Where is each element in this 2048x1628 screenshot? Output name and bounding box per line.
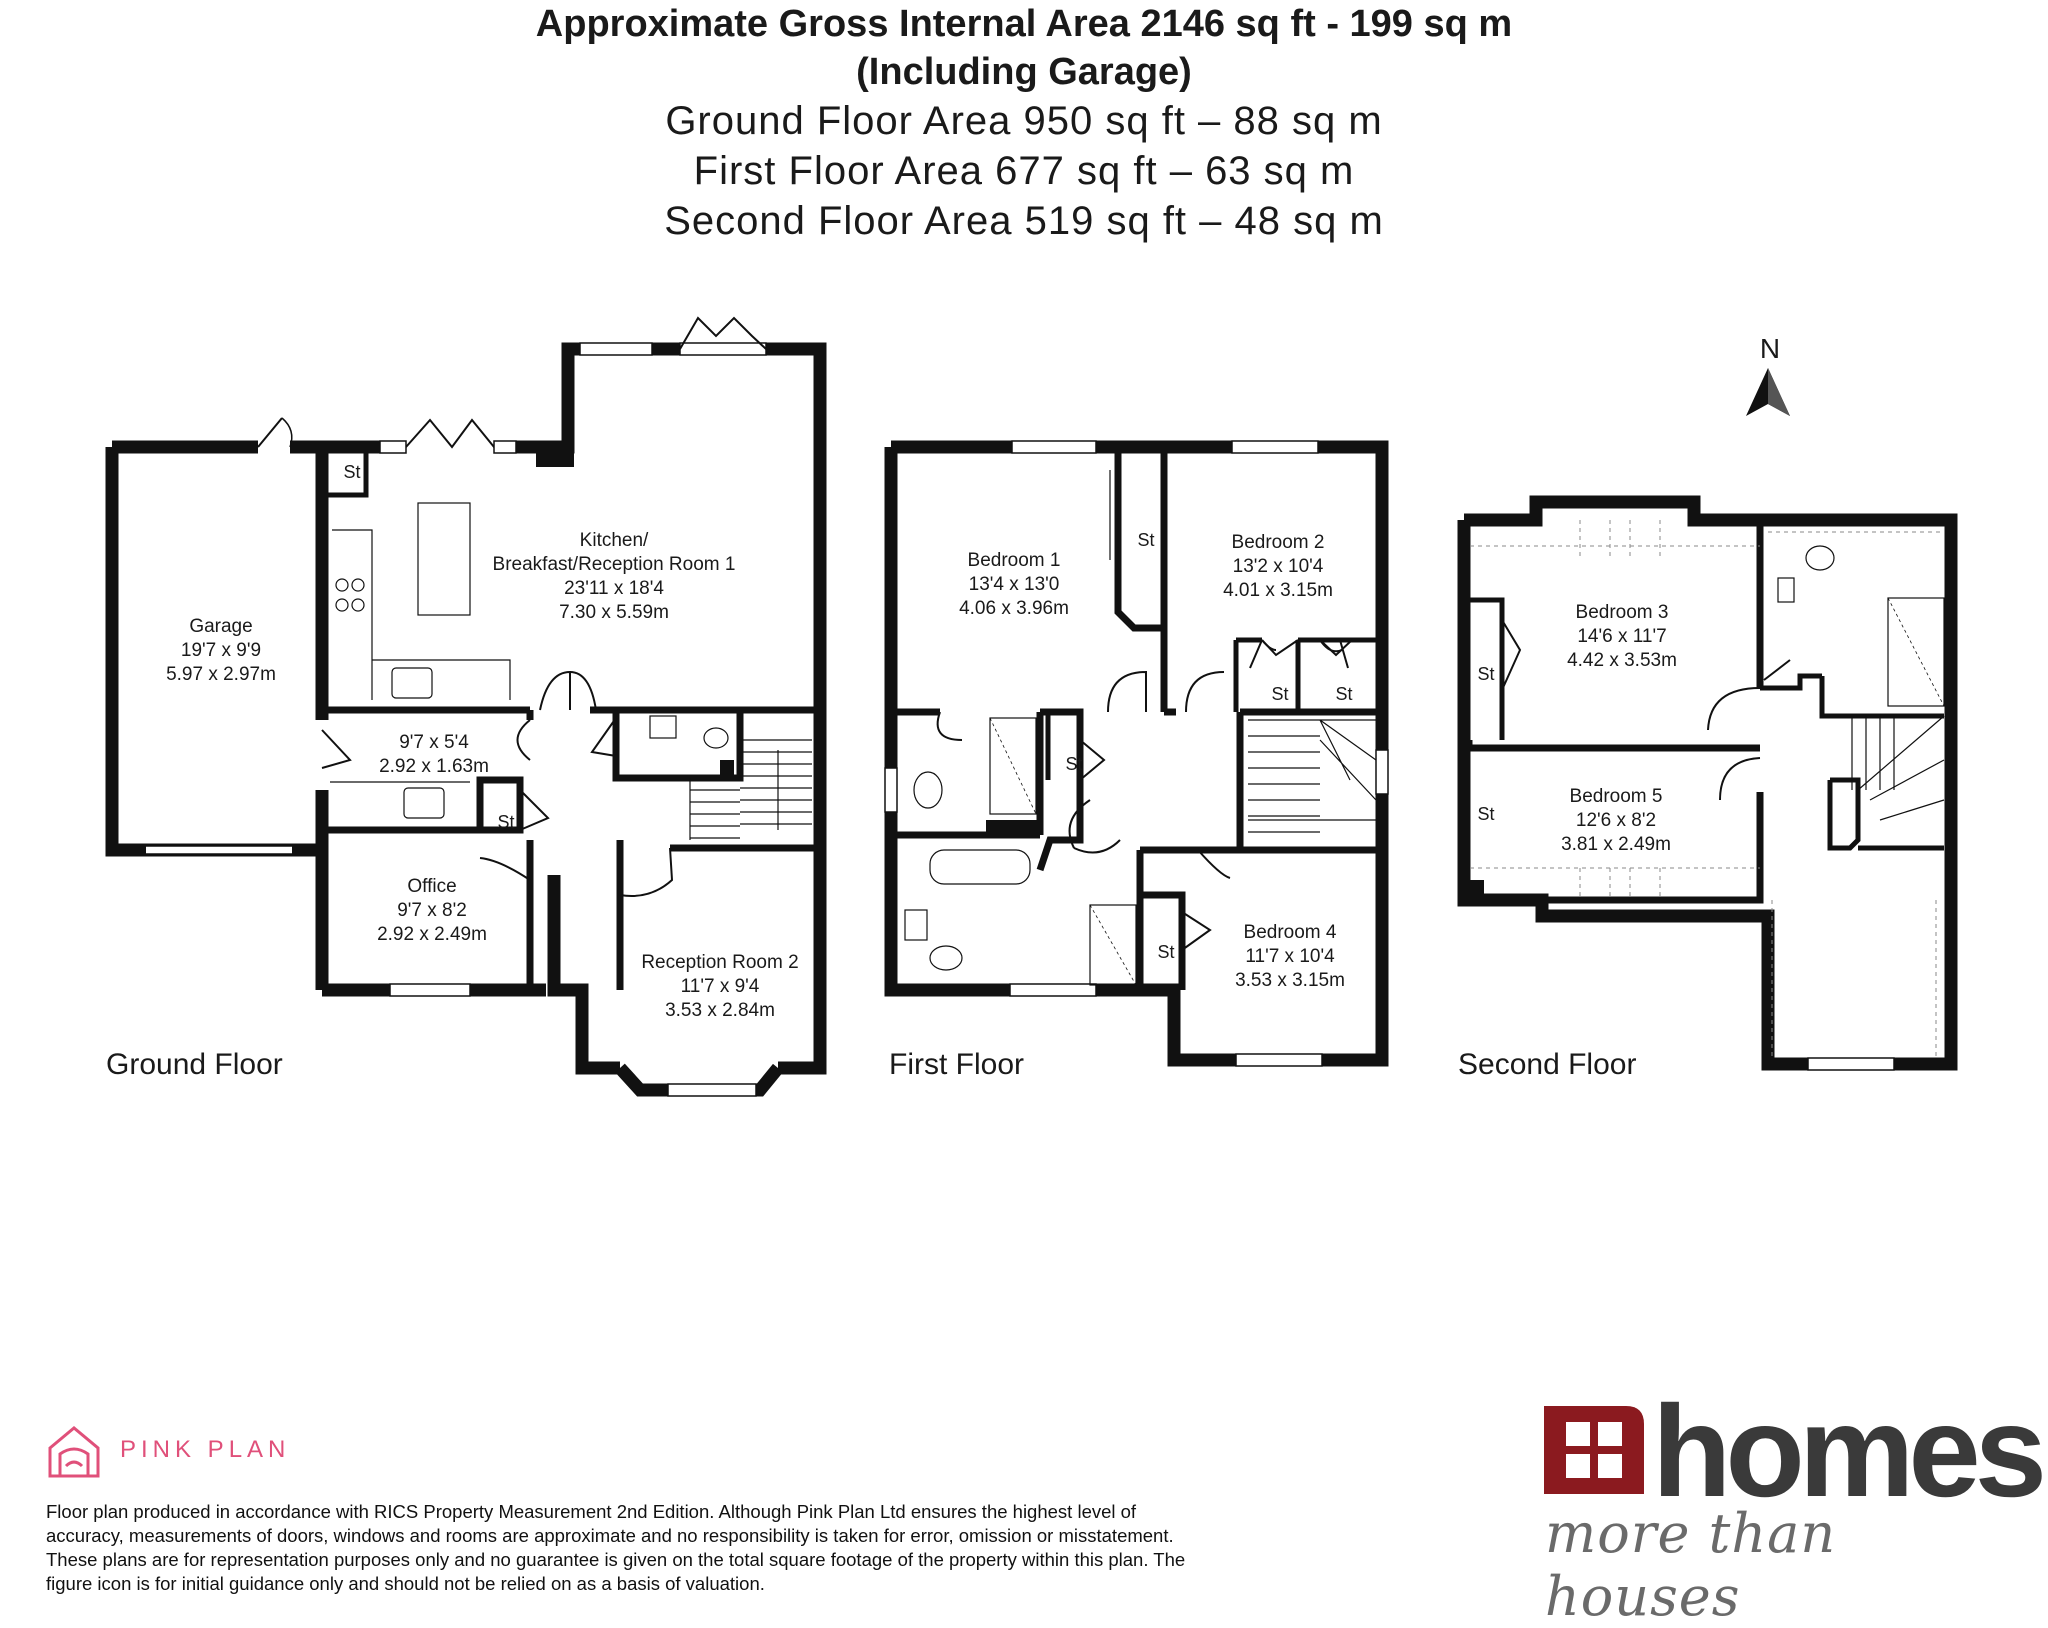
bedroom5-metric: 3.81 x 2.49m — [1561, 834, 1671, 855]
storage-label-landing-1: St — [1271, 684, 1289, 704]
second-floor-area: Second Floor Area 519 sq ft – 48 sq m — [664, 199, 1384, 243]
ground-floor-label: Ground Floor — [106, 1048, 283, 1081]
homes-plus-house-icon — [1544, 1394, 1644, 1494]
gross-area-title: Approximate Gross Internal Area 2146 sq ft - 199 sq m — [535, 3, 1513, 45]
reception2-name: Reception Room 2 — [641, 952, 799, 973]
utility-imperial: 9'7 x 5'4 — [399, 732, 469, 753]
bedroom4-metric: 3.53 x 3.15m — [1235, 970, 1345, 991]
kitchen-name-line2: Breakfast/Reception Room 1 — [492, 554, 736, 575]
storage-label-bedroom5: St — [1477, 804, 1495, 824]
garage-imperial: 19'7 x 9'9 — [180, 640, 262, 661]
bedroom2-imperial: 13'2 x 10'4 — [1232, 556, 1324, 577]
storage-label-garage-hall: St — [343, 462, 361, 482]
reception2-imperial: 11'7 x 9'4 — [680, 976, 760, 997]
pink-plan-logo — [44, 1422, 304, 1482]
ground-floor-area: Ground Floor Area 950 sq ft – 88 sq m — [665, 99, 1383, 143]
storage-label-hall: St — [497, 812, 515, 832]
bedroom2-metric: 4.01 x 3.15m — [1223, 580, 1333, 601]
bedroom3-name: Bedroom 3 — [1575, 602, 1669, 623]
office-imperial: 9'7 x 8'2 — [397, 900, 467, 921]
pink-plan-house-icon — [44, 1422, 104, 1482]
pink-plan-wordmark: PINK PLAN — [120, 1436, 291, 1463]
storage-label-bedroom3: St — [1477, 664, 1495, 684]
including-garage-note: (Including Garage) — [856, 51, 1192, 93]
kitchen-name-line1: Kitchen/ — [579, 530, 649, 551]
office-metric: 2.92 x 2.49m — [377, 924, 487, 945]
compass-north-label: N — [1759, 333, 1781, 364]
bedroom1-name: Bedroom 1 — [967, 550, 1061, 571]
utility-metric: 2.92 x 1.63m — [379, 756, 489, 777]
storage-label-landing-2: St — [1335, 684, 1353, 704]
first-floor-area: First Floor Area 677 sq ft – 63 sq m — [693, 149, 1355, 193]
garage-name: Garage — [189, 616, 253, 637]
kitchen-imperial: 23'11 x 18'4 — [564, 578, 664, 599]
bedroom2-name: Bedroom 2 — [1231, 532, 1325, 553]
reception2-metric: 3.53 x 2.84m — [665, 1000, 775, 1021]
kitchen-metric: 7.30 x 5.59m — [559, 602, 669, 623]
bedroom3-metric: 4.42 x 3.53m — [1567, 650, 1677, 671]
bedroom4-name: Bedroom 4 — [1243, 922, 1337, 943]
bedroom4-imperial: 11'7 x 10'4 — [1245, 946, 1335, 967]
first-floor-label: First Floor — [889, 1048, 1024, 1081]
storage-label-bedroom1: St — [1137, 530, 1155, 550]
homes-logo — [1540, 1378, 2042, 1628]
bedroom5-name: Bedroom 5 — [1569, 786, 1663, 807]
storage-label-bedroom4: St — [1157, 942, 1175, 962]
storage-label-ensuite: St — [1065, 754, 1083, 774]
homes-wordmark: homes — [1652, 1378, 2042, 1524]
second-floor-plan — [1464, 502, 1951, 1070]
bedroom5-imperial: 12'6 x 8'2 — [1575, 810, 1657, 831]
bedroom3-imperial: 14'6 x 11'7 — [1577, 626, 1667, 647]
homes-tagline: more than houses — [1545, 1502, 1837, 1628]
north-arrow-icon — [1746, 368, 1790, 416]
bedroom1-metric: 4.06 x 3.96m — [959, 598, 1069, 619]
garage-metric: 5.97 x 2.97m — [166, 664, 276, 685]
bedroom1-imperial: 13'4 x 13'0 — [968, 574, 1060, 595]
second-floor-label: Second Floor — [1458, 1048, 1637, 1081]
disclaimer-text: Floor plan produced in accordance with RICS Property Measurement 2nd Edition. Although Pink Plan Ltd ensures the highest level of accuracy, measurements of doors, windows and rooms are approximate and no responsibility is taken for error, omission or misstatement. These plans are for representation purposes only and no guarantee is given on the total square footage of the property within this plan. The figure icon is for initial guidance only and should not be relied on as a basis of valuation. — [46, 1501, 1186, 1594]
office-name: Office — [407, 876, 457, 897]
